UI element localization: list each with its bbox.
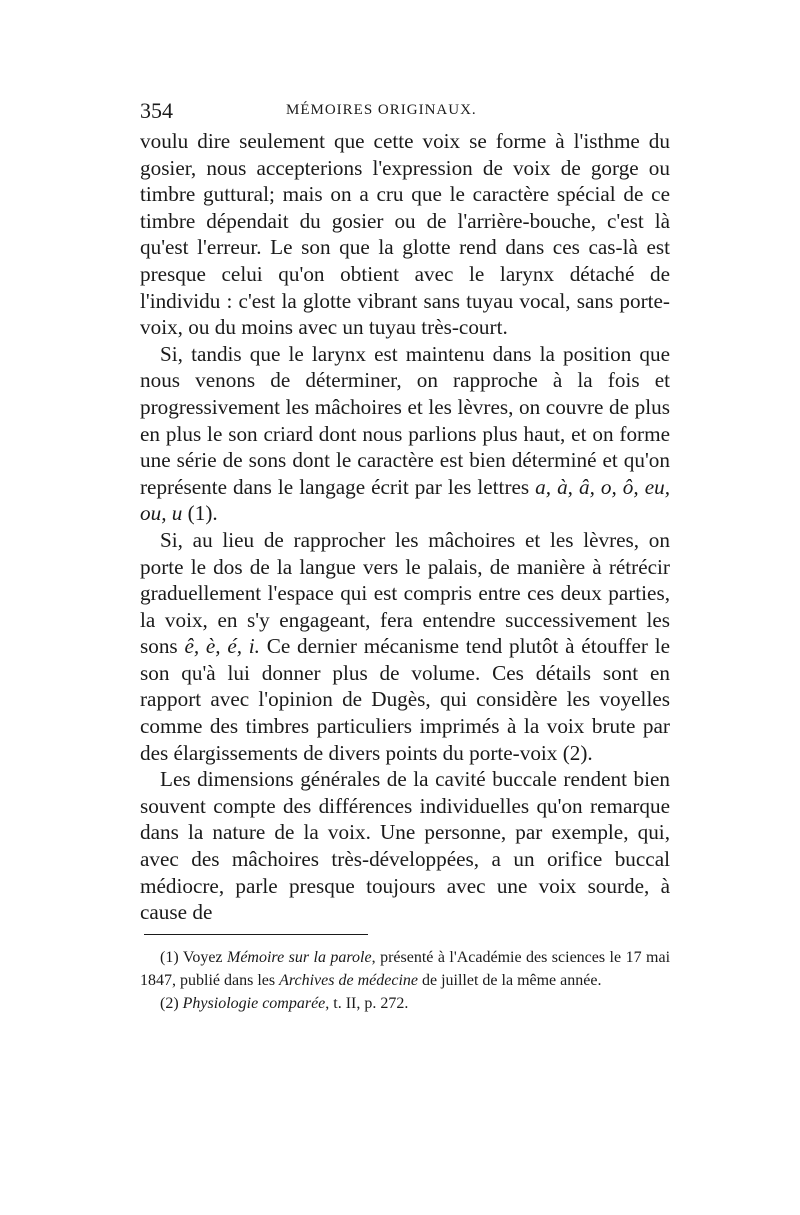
footnote-1: (1) Voyez Mémoire sur la parole, présenté à l'Académie des sciences le 17 mai 1847, publié dans les Archives de médecine de juillet de la même année. — [140, 949, 671, 989]
footnote-2: (2) Physiologie comparée, t. II, p. 272. — [160, 995, 409, 1012]
footnote-2-title: Physiologie comparée — [182, 995, 326, 1012]
page-header — [140, 98, 670, 128]
footnote-1-journal: Archives de médecine — [279, 972, 418, 989]
page-number: 354 — [140, 98, 173, 123]
paragraph-1: voulu dire seulement que cette voix se forme à l'isthme du gosier, nous accepterions l'expression de voix de gorge ou timbre guttural; mais on a cru que le caractère spécial de ce timbre dépendait du gosier ou de l'arrière-bouche, c'est là qu'est l'erreur. Le son que la glotte rend dans ces cas-là est presque celui qu'on obtient avec le larynx détaché de l'individu : c'est la glotte vibrant sans tuyau vocal, sans porte-voix, ou du moins avec un tuyau très-court. — [140, 129, 670, 340]
footnotes — [140, 946, 670, 1015]
paragraph-2: Si, tandis que le larynx est maintenu dans la position que nous venons de déterminer, on rapproche à la fois et progressivement les mâchoires et les lèvres, on couvre de plus en plus le son criard dont nous parlions plus haut, et on forme une série de sons dont le caractère est bien déterminé et qu'on représente dans le langage écrit par les lettres a, à, â, o, ô, eu, ou, u (1). — [140, 341, 670, 526]
footnote-1-title: Mémoire sur la parole — [227, 949, 372, 966]
paragraph-4: Les dimensions générales de la cavité buccale rendent bien souvent compte des différences individuelles qu'on remarque dans la nature de la voix. Une personne, par exemple, qui, avec des mâchoires très-développées, a un orifice buccal médiocre, parle presque toujours avec une voix sourde, à cause de — [140, 767, 670, 925]
paragraph-3: Si, au lieu de rapprocher les mâchoires et les lèvres, on porte le dos de la langue vers le palais, de manière à rétrécir graduellement l'espace qui est compris entre ces deux parties, la voix, en s'y engageant, fera entendre successivement les sons ê, è, é, i. Ce dernier mécanisme tend plutôt à étouffer le son qu'à lui donner plus de volume. Ces détails sont en rapport avec l'opinion de Dugès, qui considère les voyelles comme des timbres particuliers imprimés à la voix brute par des élargissements de divers points du porte-voix (2). — [140, 527, 671, 765]
vowel-letters-2: ê, è, é, i. — [184, 634, 260, 659]
footnote-divider — [144, 934, 368, 935]
running-title: MÉMOIRES ORIGINAUX. — [286, 102, 477, 118]
main-text — [140, 128, 670, 926]
vowel-letters: a, à, â, o, ô, eu, ou, u — [140, 474, 670, 526]
